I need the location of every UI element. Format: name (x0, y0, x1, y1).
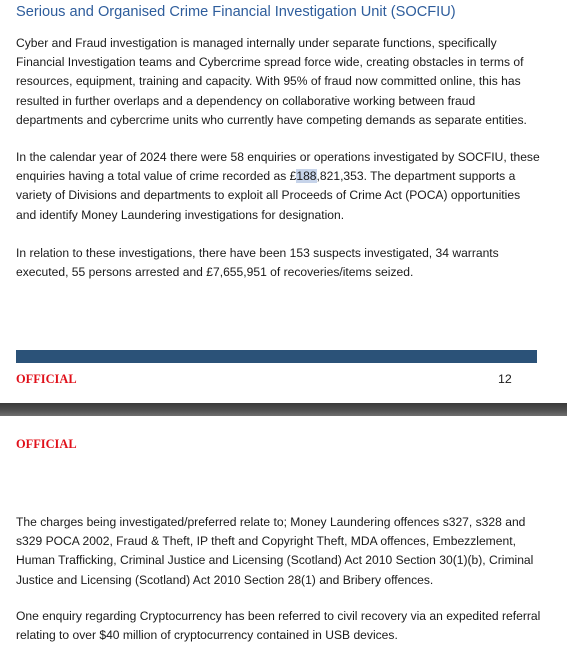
footer-official-marking: OFFICIAL (16, 372, 77, 386)
paragraph-text-after: ,821,353. The department supports a variety of Divisions and departments to exploit all Proceeds of Crime Act (POCA) opportunities and identify Money Laundering investigations for designation. (16, 169, 521, 222)
page-separator (0, 403, 567, 416)
section-heading: Serious and Organised Crime Financial Investigation Unit (SOCFIU) (16, 4, 456, 20)
page-number: 12 (498, 372, 512, 386)
paragraph-charges[interactable]: The charges being investigated/preferred relate to; Money Laundering offences s327, s328 and s329 POCA 2002, Fraud & Theft, IP theft and Copyright Theft, MDA offences, Embezzlement, Human Trafficking, Criminal Justice and Licensing (Scotland) Act 2010 Section 30(1)(b), Criminal Justice and Licensing (Scotland) Act 2010 Section 28(1) and Bribery offences. (16, 515, 534, 587)
footer-bar (16, 350, 537, 363)
paragraph-cyber-fraud[interactable]: Cyber and Fraud investigation is managed internally under separate functions, specifically Financial Investigation teams and Cybercrime spread force wide, creating obstacles in terms of resources, equipment, training and capacity. With 95% of fraud now committed online, this has resulted in further overlaps and a dependency on collaborative working between fraud departments and cybercrime units who currently have competing demands as separate entities. (16, 36, 527, 127)
paragraph-investigations-summary[interactable]: In relation to these investigations, there have been 153 suspects investigated, 34 warrants executed, 55 persons arrested and £7,655,951 of recoveries/items seized. (16, 246, 499, 280)
document-page-13 (0, 416, 567, 652)
paragraph-cryptocurrency[interactable]: One enquiry regarding Cryptocurrency has been referred to civil recovery via an expedited referral relating to over $40 million of cryptocurrency contained in USB devices. (16, 609, 541, 643)
paragraph-calendar-year[interactable] (16, 148, 541, 225)
selected-text-highlight[interactable]: 188 (296, 169, 317, 184)
paragraph-text-before: In the calendar year of 2024 there were 58 enquiries or operations investigated by SOCFIU, these enquiries having a total value of crime recorded as £ (16, 150, 540, 184)
header-official-marking: OFFICIAL (16, 437, 77, 451)
